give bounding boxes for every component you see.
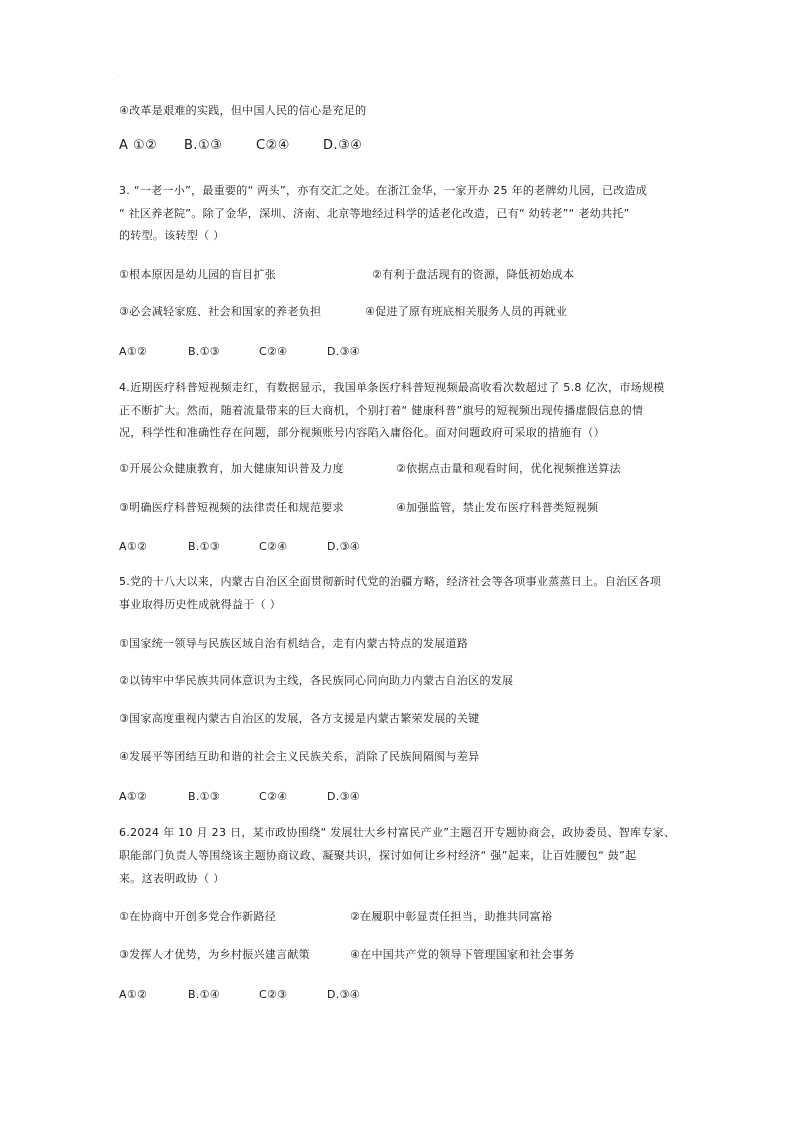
page-marker: ·	[119, 74, 121, 81]
q3-stem-line-1: 3. “一老一小”，最重要的“ 两头”，亦有交汇之处。在浙江金华，一家开办 25 年的老牌幼儿园，已改造成	[119, 184, 648, 197]
q5-stem-line-1: 5.党的十八大以来，内蒙古自治区全面贯彻新时代党的治疆方略，经济社会等各项事业蒸蒸日上。自治区各项	[119, 575, 662, 588]
q5-option-2: ②以铸牢中华民族共同体意识为主线，各民族同心同向助力内蒙古自治区的发展	[119, 674, 514, 687]
q4-answer-d: D.③④	[327, 540, 360, 553]
q6-stem-line-2: 职能部门负责人等围绕该主题协商议政、凝聚共识，探讨如何让乡村经济“ 强”起来，让百姓腰包“ 鼓”起	[119, 849, 637, 862]
q2-answer-b: B.①③	[184, 138, 223, 153]
q4-stem-line-2: 正不断扩大。然而，随着流量带来的巨大商机，个别打着“ 健康科普”旗号的短视频出现传播虚假信息的情	[119, 404, 644, 417]
q5-answer-c: C②④	[259, 790, 288, 803]
q2-answer-d: D.③④	[323, 138, 363, 153]
q6-stem-line-1: 6.2024 年 10 月 23 日，某市政协围绕“ 发展壮大乡村富民产业”主题召开专题协商会，政协委员、智库专家、	[119, 826, 676, 839]
q6-answer-a: A①②	[119, 988, 148, 1001]
q6-option-3: ③发挥人才优势，为乡村振兴建言献策	[119, 948, 310, 961]
q2-option-4: ④改革是艰难的实践，但中国人民的信心是充足的	[119, 104, 367, 117]
q6-answer-b: B.①④	[188, 988, 220, 1001]
q6-stem-line-3: 来。这表明政协（ ）	[119, 872, 225, 885]
q3-option-1: ①根本原因是幼儿园的盲目扩张	[119, 268, 277, 281]
q4-option-4: ④加强监管，禁止发布医疗科普类短视频	[396, 501, 599, 514]
q4-stem-line-1: 4.近期医疗科普短视频走红，有数据显示，我国单条医疗科普短视频最高收看次数超过了 5.8 亿次，市场规模	[119, 381, 665, 394]
q6-option-4: ④在中国共产党的领导下管理国家和社会事务	[350, 948, 575, 961]
q3-answer-b: B.①③	[188, 345, 220, 358]
q5-option-4: ④发展平等团结互助和谐的社会主义民族关系，消除了民族间隔阂与差异	[119, 750, 480, 763]
q4-option-1: ①开展公众健康教育，加大健康知识普及力度	[119, 462, 344, 475]
q5-answer-b: B.①③	[188, 790, 220, 803]
q3-option-3: ③必会减轻家庭、社会和国家的养老负担	[119, 305, 322, 318]
q4-answer-b: B.①③	[188, 540, 220, 553]
q3-answer-a: A①②	[119, 345, 148, 358]
q5-stem-line-2: 事业取得历史性成就得益于（ ）	[119, 598, 281, 611]
q3-option-2: ②有利于盘活现有的资源，降低初始成本	[372, 268, 575, 281]
q5-option-3: ③国家高度重视内蒙古自治区的发展，各方支援是内蒙古繁荣发展的关键	[119, 712, 480, 725]
q3-answer-d: D.③④	[327, 345, 360, 358]
q5-answer-d: D.③④	[327, 790, 360, 803]
q2-answer-a: A ①②	[119, 138, 158, 153]
q6-answer-d: D.③④	[327, 988, 360, 1001]
q5-option-1: ①国家统一领导与民族区域自治有机结合，走有内蒙古特点的发展道路	[119, 637, 469, 650]
q2-answer-c: C②④	[256, 138, 290, 153]
q3-stem-line-3: 的转型。该转型（ ）	[119, 229, 225, 242]
q4-answer-a: A①②	[119, 540, 148, 553]
q3-option-4: ④促进了原有班底相关服务人员的再就业	[365, 305, 568, 318]
q6-option-2: ②在履职中彰显责任担当，助推共同富裕	[350, 910, 553, 923]
q6-option-1: ①在协商中开创多党合作新路径	[119, 910, 277, 923]
q4-option-2: ②依据点击量和观看时间，优化视频推送算法	[396, 462, 621, 475]
q3-stem-line-2: “ 社区养老院”。除了金华，深圳、济南、北京等地经过科学的适老化改造，已有“ 幼转老”“ 老幼共托”	[119, 207, 630, 220]
q4-option-3: ③明确医疗科普短视频的法律责任和规范要求	[119, 501, 344, 514]
q3-answer-c: C②④	[259, 345, 288, 358]
q4-answer-c: C②④	[259, 540, 288, 553]
q6-answer-c: C②③	[259, 988, 288, 1001]
q4-stem-line-3: 况，科学性和准确性存在问题，部分视频账号内容陷入庸俗化。面对问题政府可采取的措施有（）	[119, 426, 605, 439]
q5-answer-a: A①②	[119, 790, 148, 803]
